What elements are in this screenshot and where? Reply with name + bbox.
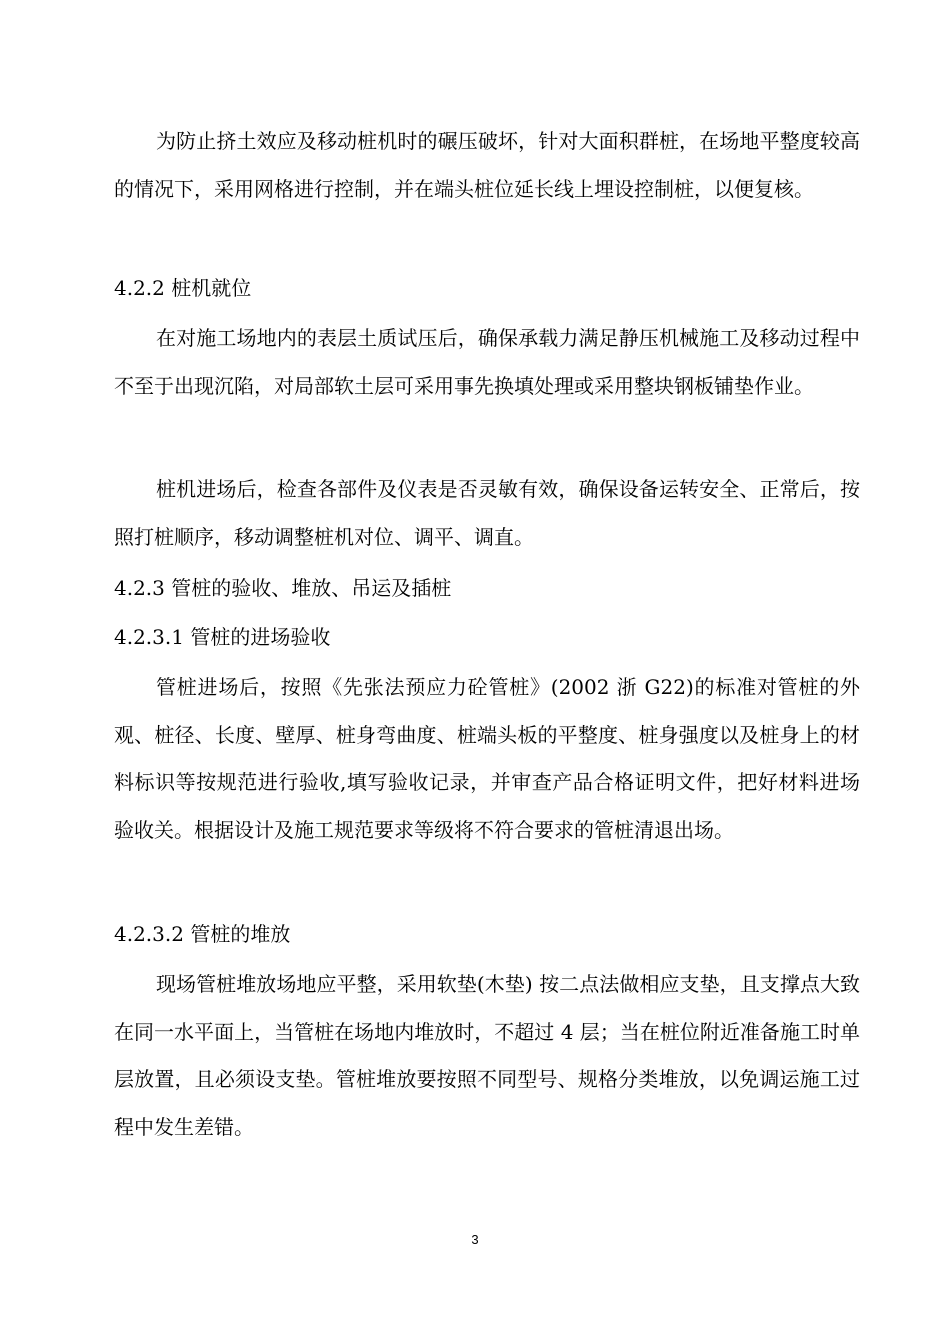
paragraph-pile-machine-positioning: 在对施工场地内的表层土质试压后，确保承载力满足静压机械施工及移动过程中不至于出现沉陷，对局部软土层可采用事先换填处理或采用整块钢板铺垫作业。 [114, 326, 860, 398]
heading-4-2-3-1: 4.2.3.1 管桩的进场验收 [114, 625, 331, 649]
paragraph-pile-acceptance: 管桩进场后，按照《先张法预应力砼管桩》(2002 浙 G22)的标准对管桩的外观、桩径、长度、壁厚、桩身弯曲度、桩端头板的平整度、桩身强度以及桩身上的材料标识等按规范进行验收,填写验收记录，并审查产品合格证明文件，把好材料进场验收关。根据设计及施工规范要求等级将不符合要求的管桩清退出场。 [114, 675, 860, 842]
paragraph-pile-stacking: 现场管桩堆放场地应平整，采用软垫(木垫) 按二点法做相应支垫，且支撑点大致在同一水平面上，当管桩在场地内堆放时，不超过 4 层；当在桩位附近准备施工时单层放置，且必须设支垫。管桩堆放要按照不同型号、规格分类堆放，以免调运施工过程中发生差错。 [114, 972, 860, 1139]
page-number: 3 [471, 1232, 479, 1247]
heading-4-2-3-2: 4.2.3.2 管桩的堆放 [114, 922, 291, 946]
heading-4-2-2: 4.2.2 桩机就位 [114, 276, 252, 300]
paragraph-machine-check: 桩机进场后，检查各部件及仪表是否灵敏有效，确保设备运转安全、正常后，按照打桩顺序，移动调整桩机对位、调平、调直。 [114, 477, 860, 549]
paragraph-grid-control: 为防止挤土效应及移动桩机时的碾压破坏，针对大面积群桩，在场地平整度较高的情况下，采用网格进行控制，并在端头桩位延长线上埋设控制桩，以便复核。 [114, 129, 860, 201]
heading-4-2-3: 4.2.3 管桩的验收、堆放、吊运及插桩 [114, 576, 452, 600]
